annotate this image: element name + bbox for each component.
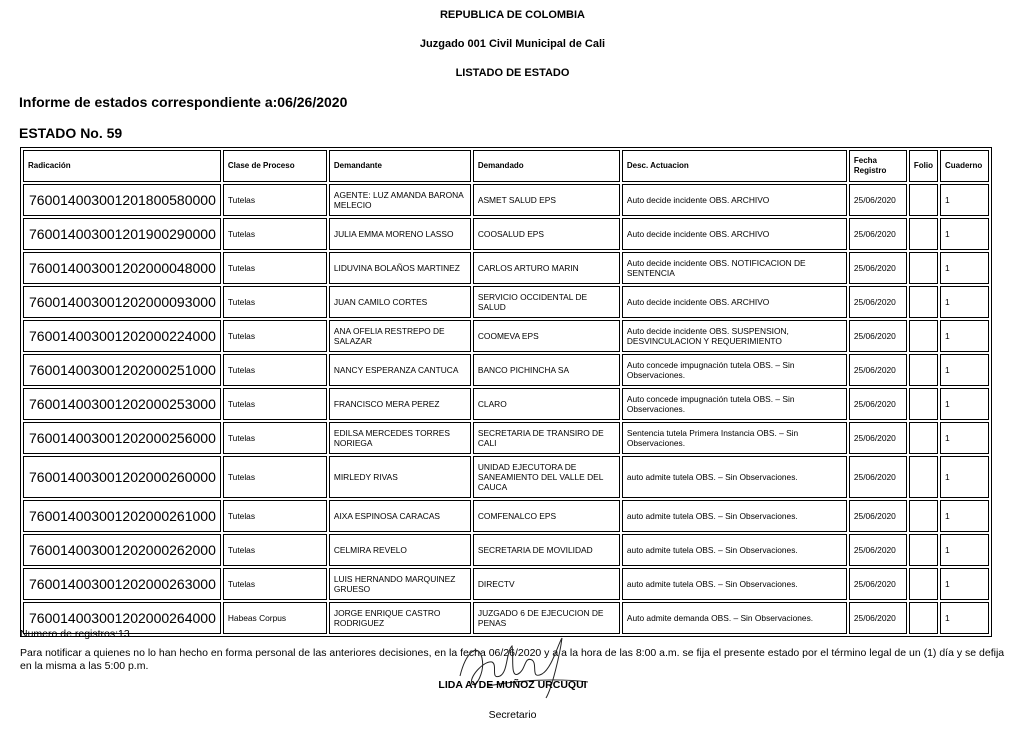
cell-actuacion: Auto decide incidente OBS. ARCHIVO: [622, 286, 847, 318]
col-header-folio: Folio: [909, 150, 938, 182]
table-row: [23, 602, 989, 634]
cell-actuacion: auto admite tutela OBS. – Sin Observaciones.: [622, 456, 847, 498]
estado-number: ESTADO No. 59: [19, 125, 123, 141]
record-count: Numero de registros:13: [20, 628, 130, 640]
cell-actuacion: Auto decide incidente OBS. SUSPENSION, DESVINCULACION Y REQUERIMIENTO: [622, 320, 847, 352]
table-row: [23, 388, 989, 420]
cell-actuacion: Auto decide incidente OBS. ARCHIVO: [622, 218, 847, 250]
col-header-fecha: Fecha Registro: [849, 150, 907, 182]
cell-clase: Tutelas: [223, 534, 327, 566]
cell-fecha: 25/06/2020: [849, 252, 907, 284]
cell-cuaderno: 1: [940, 286, 989, 318]
cell-demandante: AIXA ESPINOSA CARACAS: [329, 500, 471, 532]
cell-fecha: 25/06/2020: [849, 184, 907, 216]
cell-demandado: ASMET SALUD EPS: [473, 184, 620, 216]
signer-role: Secretario: [488, 709, 537, 721]
cell-actuacion: Auto concede impugnación tutela OBS. – Sin Observaciones.: [622, 354, 847, 386]
cell-demandado: BANCO PICHINCHA SA: [473, 354, 620, 386]
table-row: [23, 354, 989, 386]
cell-fecha: 25/06/2020: [849, 320, 907, 352]
cell-demandado: SECRETARIA DE MOVILIDAD: [473, 534, 620, 566]
cell-folio: [909, 422, 938, 454]
cell-radicacion: 760014003001201900290000: [23, 218, 221, 250]
cell-cuaderno: 1: [940, 456, 989, 498]
cell-cuaderno: 1: [940, 184, 989, 216]
cell-fecha: 25/06/2020: [849, 534, 907, 566]
cell-demandante: AGENTE: LUZ AMANDA BARONA MELECIO: [329, 184, 471, 216]
cell-actuacion: auto admite tutela OBS. – Sin Observaciones.: [622, 500, 847, 532]
cell-demandante: EDILSA MERCEDES TORRES NORIEGA: [329, 422, 471, 454]
cell-folio: [909, 184, 938, 216]
cell-radicacion: 760014003001202000224000: [23, 320, 221, 352]
cell-demandante: JULIA EMMA MORENO LASSO: [329, 218, 471, 250]
cell-cuaderno: 1: [940, 354, 989, 386]
cell-cuaderno: 1: [940, 252, 989, 284]
cell-radicacion: 760014003001201800580000: [23, 184, 221, 216]
estado-table: [20, 147, 992, 637]
col-header-demandado: Demandado: [473, 150, 620, 182]
cell-fecha: 25/06/2020: [849, 388, 907, 420]
cell-radicacion: 760014003001202000261000: [23, 500, 221, 532]
cell-radicacion: 760014003001202000262000: [23, 534, 221, 566]
col-header-clase: Clase de Proceso: [223, 150, 327, 182]
cell-clase: Tutelas: [223, 286, 327, 318]
cell-fecha: 25/06/2020: [849, 218, 907, 250]
cell-clase: Tutelas: [223, 184, 327, 216]
cell-cuaderno: 1: [940, 422, 989, 454]
cell-cuaderno: 1: [940, 320, 989, 352]
cell-demandado: CARLOS ARTURO MARIN: [473, 252, 620, 284]
cell-clase: Tutelas: [223, 218, 327, 250]
cell-radicacion: 760014003001202000256000: [23, 422, 221, 454]
cell-clase: Tutelas: [223, 320, 327, 352]
cell-demandado: JUZGADO 6 DE EJECUCION DE PENAS: [473, 602, 620, 634]
table-row: [23, 184, 989, 216]
cell-demandante: NANCY ESPERANZA CANTUCA: [329, 354, 471, 386]
cell-actuacion: Auto concede impugnación tutela OBS. – Sin Observaciones.: [622, 388, 847, 420]
cell-actuacion: Auto decide incidente OBS. NOTIFICACION DE SENTENCIA: [622, 252, 847, 284]
cell-demandado: SERVICIO OCCIDENTAL DE SALUD: [473, 286, 620, 318]
cell-clase: Tutelas: [223, 354, 327, 386]
cell-demandante: CELMIRA REVELO: [329, 534, 471, 566]
cell-demandante: ANA OFELIA RESTREPO DE SALAZAR: [329, 320, 471, 352]
cell-cuaderno: 1: [940, 218, 989, 250]
cell-fecha: 25/06/2020: [849, 500, 907, 532]
cell-folio: [909, 218, 938, 250]
cell-clase: Habeas Corpus: [223, 602, 327, 634]
table-header-row: [23, 150, 989, 182]
cell-demandado: COOMEVA EPS: [473, 320, 620, 352]
cell-demandado: COOSALUD EPS: [473, 218, 620, 250]
report-title: Informe de estados correspondiente a:06/26/2020: [19, 94, 348, 110]
cell-demandante: LUIS HERNANDO MARQUINEZ GRUESO: [329, 568, 471, 600]
cell-actuacion: Auto admite demanda OBS. – Sin Observaciones.: [622, 602, 847, 634]
cell-actuacion: auto admite tutela OBS. – Sin Observaciones.: [622, 568, 847, 600]
cell-folio: [909, 602, 938, 634]
cell-cuaderno: 1: [940, 388, 989, 420]
cell-radicacion: 760014003001202000260000: [23, 456, 221, 498]
cell-folio: [909, 320, 938, 352]
cell-folio: [909, 500, 938, 532]
cell-folio: [909, 568, 938, 600]
cell-clase: Tutelas: [223, 388, 327, 420]
header-court: Juzgado 001 Civil Municipal de Cali: [419, 38, 606, 50]
table-row: [23, 534, 989, 566]
cell-folio: [909, 286, 938, 318]
table-row: [23, 500, 989, 532]
col-header-demandante: Demandante: [329, 150, 471, 182]
cell-cuaderno: 1: [940, 534, 989, 566]
cell-demandante: LIDUVINA BOLAÑOS MARTINEZ: [329, 252, 471, 284]
cell-fecha: 25/06/2020: [849, 286, 907, 318]
cell-folio: [909, 252, 938, 284]
table-row: [23, 422, 989, 454]
cell-radicacion: 760014003001202000048000: [23, 252, 221, 284]
header-listing-title: LISTADO DE ESTADO: [455, 67, 570, 79]
cell-fecha: 25/06/2020: [849, 456, 907, 498]
cell-clase: Tutelas: [223, 568, 327, 600]
cell-actuacion: auto admite tutela OBS. – Sin Observaciones.: [622, 534, 847, 566]
col-header-radicacion: Radicación: [23, 150, 221, 182]
table-row: [23, 286, 989, 318]
cell-fecha: 25/06/2020: [849, 568, 907, 600]
cell-fecha: 25/06/2020: [849, 422, 907, 454]
cell-demandante: MIRLEDY RIVAS: [329, 456, 471, 498]
cell-radicacion: 760014003001202000251000: [23, 354, 221, 386]
cell-clase: Tutelas: [223, 500, 327, 532]
table-row: [23, 320, 989, 352]
col-header-actuacion: Desc. Actuacion: [622, 150, 847, 182]
cell-folio: [909, 534, 938, 566]
cell-clase: Tutelas: [223, 422, 327, 454]
signer-name: LIDA AYDE MUÑOZ URCUQUI: [438, 679, 587, 691]
cell-radicacion: 760014003001202000263000: [23, 568, 221, 600]
table-row: [23, 252, 989, 284]
cell-demandante: JORGE ENRIQUE CASTRO RODRIGUEZ: [329, 602, 471, 634]
cell-folio: [909, 456, 938, 498]
table-row: [23, 568, 989, 600]
col-header-cuaderno: Cuaderno: [940, 150, 989, 182]
cell-radicacion: 760014003001202000264000: [23, 602, 221, 634]
cell-cuaderno: 1: [940, 500, 989, 532]
cell-demandante: FRANCISCO MERA PEREZ: [329, 388, 471, 420]
cell-clase: Tutelas: [223, 456, 327, 498]
cell-cuaderno: 1: [940, 568, 989, 600]
notification-text: Para notificar a quienes no lo han hecho en forma personal de las anteriores decisiones, en la fecha 06/26/2020 y a a la hora de las 8:00 a.m. se fija el presente estado por el término legal de un (1) día y se defija en la misma a las 5:00 p.m.: [20, 647, 1005, 672]
cell-demandado: UNIDAD EJECUTORA DE SANEAMIENTO DEL VALLE DEL CAUCA: [473, 456, 620, 498]
cell-folio: [909, 388, 938, 420]
cell-folio: [909, 354, 938, 386]
cell-radicacion: 760014003001202000093000: [23, 286, 221, 318]
table-row: [23, 456, 989, 498]
cell-fecha: 25/06/2020: [849, 602, 907, 634]
cell-clase: Tutelas: [223, 252, 327, 284]
cell-demandado: CLARO: [473, 388, 620, 420]
cell-demandado: COMFENALCO EPS: [473, 500, 620, 532]
cell-demandado: SECRETARIA DE TRANSIRO DE CALI: [473, 422, 620, 454]
table-row: [23, 218, 989, 250]
cell-demandante: JUAN CAMILO CORTES: [329, 286, 471, 318]
handwritten-signature: [448, 632, 598, 702]
cell-cuaderno: 1: [940, 602, 989, 634]
header-country: REPUBLICA DE COLOMBIA: [439, 9, 586, 21]
cell-fecha: 25/06/2020: [849, 354, 907, 386]
cell-actuacion: Auto decide incidente OBS. ARCHIVO: [622, 184, 847, 216]
cell-demandado: DIRECTV: [473, 568, 620, 600]
cell-actuacion: Sentencia tutela Primera Instancia OBS. – Sin Observaciones.: [622, 422, 847, 454]
cell-radicacion: 760014003001202000253000: [23, 388, 221, 420]
